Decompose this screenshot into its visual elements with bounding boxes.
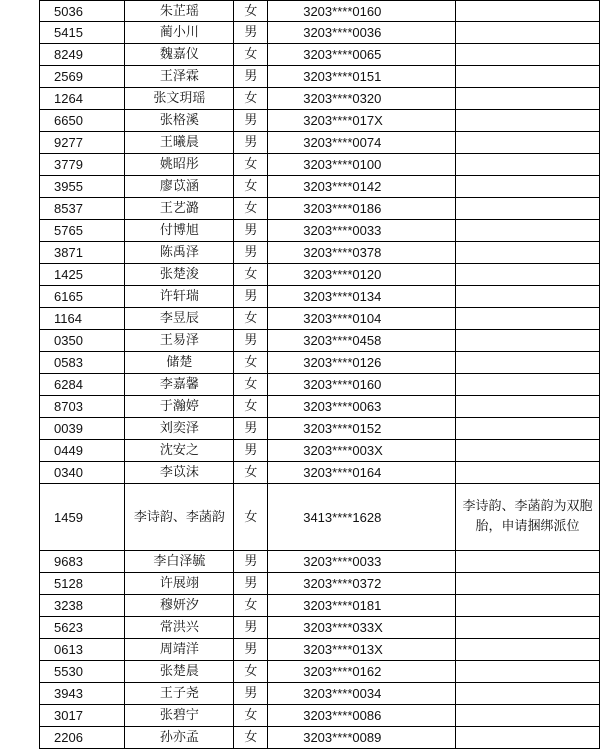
- lottery-number-cell: 0583: [40, 352, 125, 374]
- id-number-cell: 3203****0320: [268, 88, 456, 110]
- table-row: [40, 595, 600, 617]
- lottery-number-cell: 2206: [40, 727, 125, 749]
- id-number-cell: 3203****0134: [268, 286, 456, 308]
- table-row: [40, 66, 600, 88]
- id-number-cell: 3203****017X: [268, 110, 456, 132]
- id-number-cell: 3203****0164: [268, 462, 456, 484]
- student-name-cell: 许轩瑞: [125, 286, 234, 308]
- remark-cell: [456, 264, 600, 286]
- lottery-number-cell: 0340: [40, 462, 125, 484]
- table-row: [40, 1, 600, 22]
- gender-cell: 男: [234, 440, 268, 462]
- gender-cell: 女: [234, 198, 268, 220]
- gender-cell: 女: [234, 374, 268, 396]
- student-name-cell: 储楚: [125, 352, 234, 374]
- lottery-number-cell: 3871: [40, 242, 125, 264]
- student-name-cell: 沈安之: [125, 440, 234, 462]
- lottery-number-cell: 6165: [40, 286, 125, 308]
- gender-cell: 男: [234, 66, 268, 88]
- gender-cell: 男: [234, 639, 268, 661]
- table-row: [40, 44, 600, 66]
- lottery-number-cell: 5765: [40, 220, 125, 242]
- gender-cell: 女: [234, 396, 268, 418]
- table-row: [40, 198, 600, 220]
- gender-cell: 女: [234, 44, 268, 66]
- remark-cell: [456, 705, 600, 727]
- student-name-cell: 王艺潞: [125, 198, 234, 220]
- id-number-cell: 3203****0186: [268, 198, 456, 220]
- id-number-cell: 3413****1628: [268, 484, 456, 551]
- id-number-cell: 3203****0160: [268, 1, 456, 22]
- gender-cell: 男: [234, 683, 268, 705]
- table-row: [40, 352, 600, 374]
- id-number-cell: 3203****0372: [268, 573, 456, 595]
- id-number-cell: 3203****0033: [268, 220, 456, 242]
- remark-cell: [456, 551, 600, 573]
- table-row: [40, 88, 600, 110]
- id-number-cell: 3203****0142: [268, 176, 456, 198]
- student-name-cell: 常洪兴: [125, 617, 234, 639]
- remark-cell: [456, 595, 600, 617]
- id-number-cell: 3203****0181: [268, 595, 456, 617]
- id-number-cell: 3203****0074: [268, 132, 456, 154]
- lottery-number-cell: 3943: [40, 683, 125, 705]
- table-row: [40, 286, 600, 308]
- gender-cell: 女: [234, 462, 268, 484]
- table-row: [40, 242, 600, 264]
- id-number-cell: 3203****0126: [268, 352, 456, 374]
- gender-cell: 女: [234, 352, 268, 374]
- lottery-number-cell: 3017: [40, 705, 125, 727]
- student-name-cell: 魏嘉仪: [125, 44, 234, 66]
- lottery-number-cell: 0350: [40, 330, 125, 352]
- gender-cell: 女: [234, 88, 268, 110]
- remark-cell: [456, 286, 600, 308]
- student-name-cell: 付博旭: [125, 220, 234, 242]
- student-name-cell: 许展翊: [125, 573, 234, 595]
- student-name-cell: 李白泽毓: [125, 551, 234, 573]
- remark-cell: [456, 661, 600, 683]
- student-name-cell: 张碧宁: [125, 705, 234, 727]
- student-name-cell: 张格溪: [125, 110, 234, 132]
- lottery-number-cell: 5036: [40, 1, 125, 22]
- id-number-cell: 3203****0162: [268, 661, 456, 683]
- student-name-cell: 廖苡涵: [125, 176, 234, 198]
- remark-cell: [456, 220, 600, 242]
- gender-cell: 男: [234, 551, 268, 573]
- table-row: [40, 308, 600, 330]
- id-number-cell: 3203****0065: [268, 44, 456, 66]
- id-number-cell: 3203****0120: [268, 264, 456, 286]
- student-name-cell: 姚昭彤: [125, 154, 234, 176]
- gender-cell: 女: [234, 264, 268, 286]
- student-table-body: [40, 1, 600, 749]
- student-name-cell: 陈禹泽: [125, 242, 234, 264]
- lottery-number-cell: 1264: [40, 88, 125, 110]
- table-row: [40, 484, 600, 551]
- id-number-cell: 3203****013X: [268, 639, 456, 661]
- student-name-cell: 王子尧: [125, 683, 234, 705]
- remark-cell: [456, 462, 600, 484]
- lottery-number-cell: 3779: [40, 154, 125, 176]
- roster-sheet: [39, 0, 600, 749]
- table-row: [40, 176, 600, 198]
- remark-cell: [456, 88, 600, 110]
- table-row: [40, 661, 600, 683]
- gender-cell: 女: [234, 484, 268, 551]
- student-name-cell: 张楚晨: [125, 661, 234, 683]
- lottery-number-cell: 8249: [40, 44, 125, 66]
- table-row: [40, 110, 600, 132]
- student-name-cell: 李昱辰: [125, 308, 234, 330]
- remark-cell: [456, 1, 600, 22]
- id-number-cell: 3203****0089: [268, 727, 456, 749]
- lottery-number-cell: 6650: [40, 110, 125, 132]
- gender-cell: 男: [234, 573, 268, 595]
- id-number-cell: 3203****033X: [268, 617, 456, 639]
- remark-cell: [456, 617, 600, 639]
- lottery-number-cell: 9683: [40, 551, 125, 573]
- remark-cell: [456, 573, 600, 595]
- remark-cell: [456, 374, 600, 396]
- gender-cell: 女: [234, 705, 268, 727]
- remark-cell: [456, 639, 600, 661]
- gender-cell: 男: [234, 22, 268, 44]
- id-number-cell: 3203****0458: [268, 330, 456, 352]
- remark-cell: [456, 727, 600, 749]
- gender-cell: 男: [234, 286, 268, 308]
- gender-cell: 女: [234, 154, 268, 176]
- gender-cell: 男: [234, 132, 268, 154]
- id-number-cell: 3203****0036: [268, 22, 456, 44]
- id-number-cell: 3203****0100: [268, 154, 456, 176]
- gender-cell: 男: [234, 110, 268, 132]
- gender-cell: 女: [234, 727, 268, 749]
- remark-cell: [456, 22, 600, 44]
- lottery-number-cell: 8703: [40, 396, 125, 418]
- id-number-cell: 3203****0152: [268, 418, 456, 440]
- student-name-cell: 李苡沫: [125, 462, 234, 484]
- gender-cell: 男: [234, 220, 268, 242]
- student-name-cell: 于瀚婷: [125, 396, 234, 418]
- lottery-number-cell: 5530: [40, 661, 125, 683]
- table-row: [40, 639, 600, 661]
- remark-cell: [456, 176, 600, 198]
- id-number-cell: 3203****0063: [268, 396, 456, 418]
- remark-cell: [456, 352, 600, 374]
- student-name-cell: 周靖洋: [125, 639, 234, 661]
- remark-cell: [456, 198, 600, 220]
- remark-cell: [456, 154, 600, 176]
- lottery-number-cell: 0613: [40, 639, 125, 661]
- table-row: [40, 374, 600, 396]
- lottery-number-cell: 0449: [40, 440, 125, 462]
- remark-cell: [456, 132, 600, 154]
- id-number-cell: 3203****0033: [268, 551, 456, 573]
- remark-cell: [456, 242, 600, 264]
- gender-cell: 男: [234, 617, 268, 639]
- table-row: [40, 264, 600, 286]
- gender-cell: 男: [234, 330, 268, 352]
- gender-cell: 女: [234, 661, 268, 683]
- lottery-number-cell: 3955: [40, 176, 125, 198]
- lottery-number-cell: 1164: [40, 308, 125, 330]
- remark-cell: [456, 110, 600, 132]
- remark-cell: [456, 308, 600, 330]
- id-number-cell: 3203****0086: [268, 705, 456, 727]
- table-row: [40, 705, 600, 727]
- remark-cell: [456, 418, 600, 440]
- student-name-cell: 刘奕泽: [125, 418, 234, 440]
- lottery-number-cell: 2569: [40, 66, 125, 88]
- lottery-number-cell: 3238: [40, 595, 125, 617]
- student-name-cell: 王曦晨: [125, 132, 234, 154]
- id-number-cell: 3203****0378: [268, 242, 456, 264]
- lottery-number-cell: 8537: [40, 198, 125, 220]
- id-number-cell: 3203****0104: [268, 308, 456, 330]
- remark-cell: [456, 66, 600, 88]
- lottery-number-cell: 5623: [40, 617, 125, 639]
- lottery-number-cell: 5128: [40, 573, 125, 595]
- remark-cell: [456, 44, 600, 66]
- gender-cell: 女: [234, 176, 268, 198]
- table-row: [40, 330, 600, 352]
- table-row: [40, 418, 600, 440]
- remark-cell: [456, 396, 600, 418]
- student-name-cell: 张文玥瑶: [125, 88, 234, 110]
- id-number-cell: 3203****0151: [268, 66, 456, 88]
- student-name-cell: 王易泽: [125, 330, 234, 352]
- table-row: [40, 22, 600, 44]
- table-row: [40, 551, 600, 573]
- student-name-cell: 朱芷瑶: [125, 1, 234, 22]
- remark-cell: 李诗韵、李菡韵为双胞胎，申请捆绑派位: [456, 484, 600, 551]
- student-name-cell: 王泽霖: [125, 66, 234, 88]
- gender-cell: 男: [234, 242, 268, 264]
- lottery-number-cell: 9277: [40, 132, 125, 154]
- id-number-cell: 3203****003X: [268, 440, 456, 462]
- remark-cell: [456, 683, 600, 705]
- student-name-cell: 张楚浚: [125, 264, 234, 286]
- table-row: [40, 220, 600, 242]
- gender-cell: 女: [234, 1, 268, 22]
- table-row: [40, 617, 600, 639]
- table-row: [40, 462, 600, 484]
- remark-cell: [456, 330, 600, 352]
- table-row: [40, 396, 600, 418]
- lottery-number-cell: 6284: [40, 374, 125, 396]
- student-table: [39, 0, 600, 749]
- table-row: [40, 683, 600, 705]
- table-row: [40, 132, 600, 154]
- id-number-cell: 3203****0034: [268, 683, 456, 705]
- table-row: [40, 727, 600, 749]
- remark-cell: [456, 440, 600, 462]
- student-name-cell: 穆妍汐: [125, 595, 234, 617]
- gender-cell: 女: [234, 595, 268, 617]
- student-name-cell: 孙亦孟: [125, 727, 234, 749]
- lottery-number-cell: 1425: [40, 264, 125, 286]
- table-row: [40, 573, 600, 595]
- student-name-cell: 蔺小川: [125, 22, 234, 44]
- student-name-cell: 李诗韵、李菡韵: [125, 484, 234, 551]
- gender-cell: 女: [234, 308, 268, 330]
- student-name-cell: 李嘉馨: [125, 374, 234, 396]
- id-number-cell: 3203****0160: [268, 374, 456, 396]
- lottery-number-cell: 1459: [40, 484, 125, 551]
- lottery-number-cell: 5415: [40, 22, 125, 44]
- table-row: [40, 154, 600, 176]
- gender-cell: 男: [234, 418, 268, 440]
- table-row: [40, 440, 600, 462]
- lottery-number-cell: 0039: [40, 418, 125, 440]
